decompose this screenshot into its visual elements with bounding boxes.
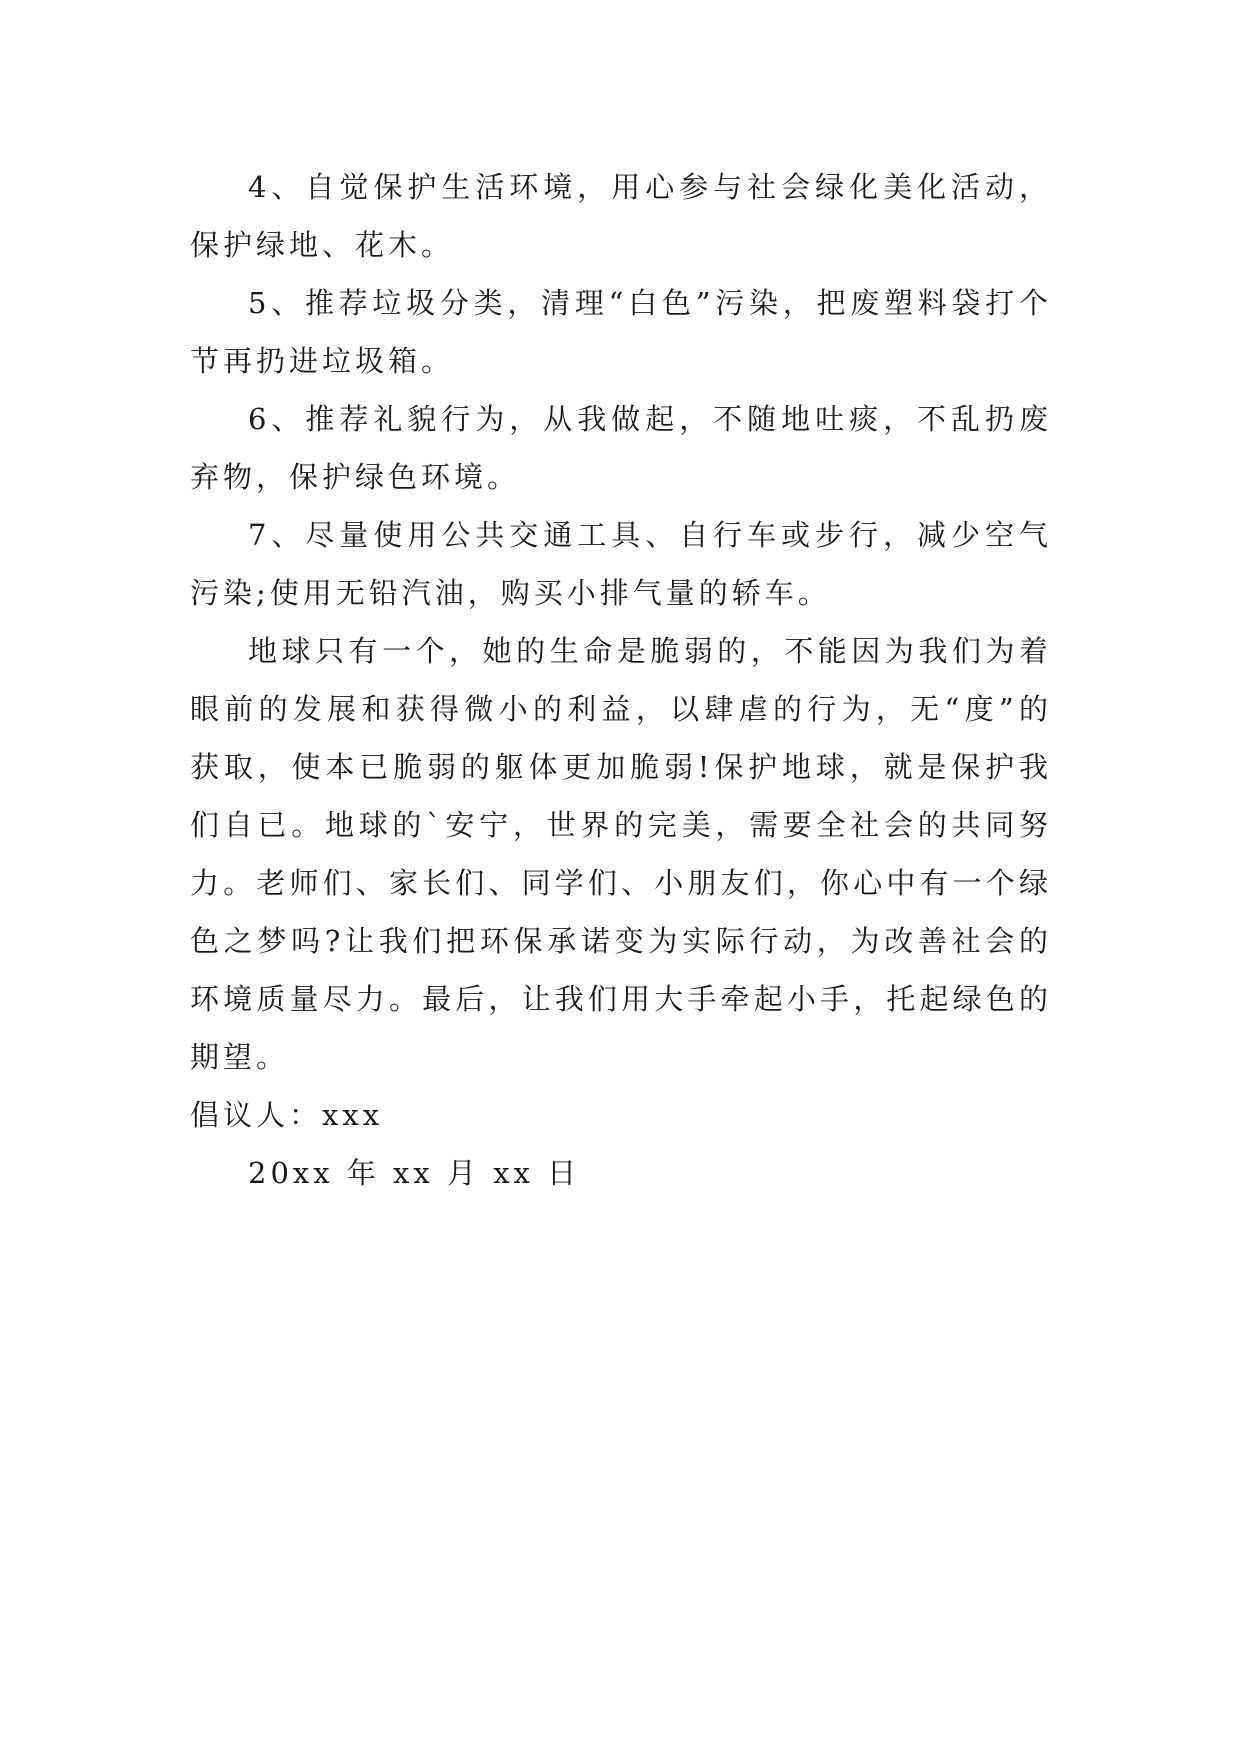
- closing-paragraph: 地球只有一个，她的生命是脆弱的，不能因为我们为着眼前的发展和获得微小的利益，以肆虐的行为，无“度”的获取，使本已脆弱的躯体更加脆弱!保护地球，就是保护我们自已。地球的`安宁，世界的完美，需要全社会的共同努力。老师们、家长们、同学们、小朋友们，你心中有一个绿色之梦吗?让我们把环保承诺变为实际行动，为改善社会的环境质量尽力。最后，让我们用大手牵起小手，托起绿色的期望。: [190, 634, 1052, 1074]
- signer-line: 倡议人：xxx: [190, 1098, 384, 1132]
- paragraph-item-7: 7、尽量使用公共交通工具、自行车或步行，减少空气污染;使用无铅汽油，购买小排气量的轿车。: [190, 518, 1052, 610]
- paragraph-item-5: 5、推荐垃圾分类，清理“白色”污染，把废塑料袋打个节再扔进垃圾箱。: [190, 286, 1052, 378]
- date-line: 20xx 年 xx 月 xx 日: [248, 1156, 581, 1190]
- paragraph-item-6: 6、推荐礼貌行为，从我做起，不随地吐痰，不乱扔废弃物，保护绿色环境。: [190, 402, 1052, 494]
- document-body: [190, 158, 1052, 1202]
- paragraph-item-4: 4、自觉保护生活环境，用心参与社会绿化美化活动，保护绿地、花木。: [190, 170, 1052, 262]
